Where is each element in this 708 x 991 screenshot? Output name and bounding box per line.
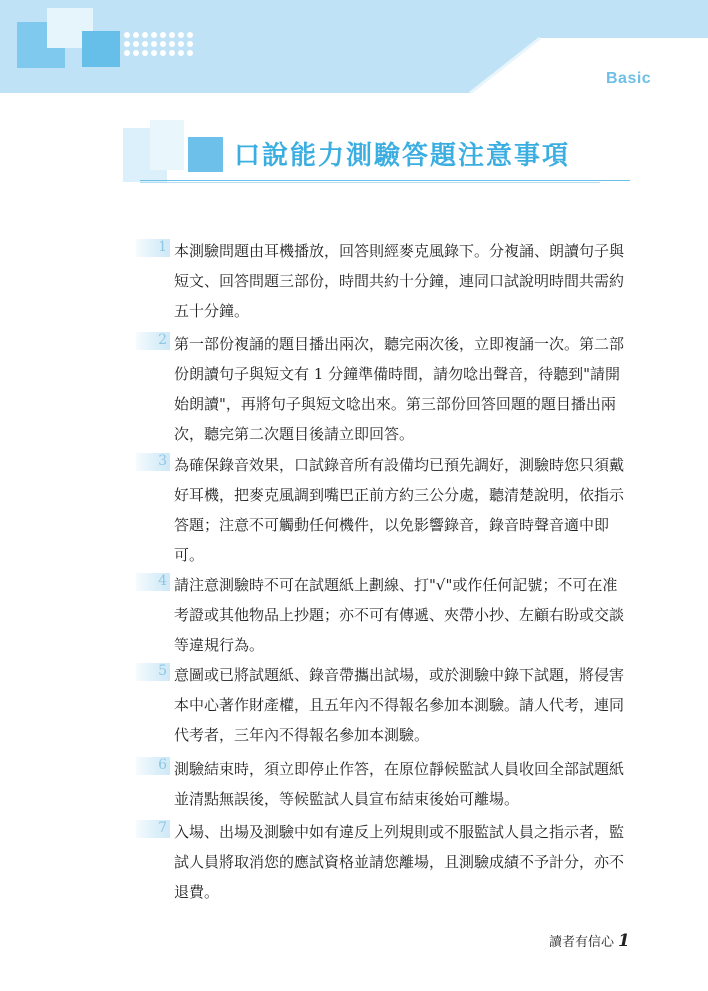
title-underline-light [140, 182, 600, 183]
header-square-small [82, 31, 120, 67]
rule-number: 7 [158, 820, 167, 836]
rule-number: 3 [158, 453, 167, 469]
rule-text: 為確保錄音效果，口試錄音所有設備均已預先調好，測驗時您只須戴好耳機，把麥克風調到嘴巴正前方約三公分處，聽清楚說明，依指示答題；注意不可觸動任何機件，以免影響錄音，錄音時聲音適中即可。 [174, 456, 625, 564]
title-underline [140, 180, 630, 181]
rule-text: 請注意測驗時不可在試題紙上劃線、打"√"或作任何記號；不可在准考證或其他物品上抄題；亦不可有傳遞、夾帶小抄、左顧右盼或交談等違規行為。 [174, 576, 625, 654]
rule-text: 意圖或已將試題紙、錄音帶攜出試場，或於測驗中錄下試題，將侵害本中心著作財產權，且五年內不得報名參加本測驗。請人代考，連同代考者，三年內不得報名參加本測驗。 [174, 666, 625, 744]
header-dot [160, 32, 166, 38]
rule-number-badge [136, 332, 170, 350]
page-title: 口說能力測驗答題注意事項 [234, 141, 571, 171]
rule-text: 第一部份複誦的題目播出兩次，聽完兩次後，立即複誦一次。第二部份朗讀句子與短文有 1 分鐘準備時間，請勿唸出聲音，待聽到"請開始朗讀"，再將句子與短文唸出來。第三部份回答回題的題目播出兩次，聽完第二次題目後請立即回答。 [174, 335, 625, 443]
page-footer [549, 931, 630, 951]
header-dot [142, 32, 148, 38]
title-block-icon [188, 137, 223, 172]
header-dot [187, 32, 193, 38]
rule-number: 1 [158, 239, 167, 255]
rule-text: 測驗結束時，須立即停止作答，在原位靜候監試人員收回全部試題紙並清點無誤後，等候監試人員宣布結束後始可離場。 [174, 760, 625, 808]
rule-number: 2 [158, 332, 167, 348]
header-dot [142, 50, 148, 56]
header-dot [133, 32, 139, 38]
rule-number-badge [136, 239, 170, 257]
header-dot [160, 50, 166, 56]
page-number: 1 [618, 931, 630, 951]
header-dot [133, 50, 139, 56]
header-dot [187, 50, 193, 56]
header-dot [160, 41, 166, 47]
header-dot [124, 50, 130, 56]
header-dot [169, 41, 175, 47]
rule-number-badge [136, 663, 170, 681]
header-dot [133, 41, 139, 47]
header-dot [142, 41, 148, 47]
rule-number-badge [136, 757, 170, 775]
header-dot [169, 50, 175, 56]
header-dot [178, 41, 184, 47]
header-dot [151, 41, 157, 47]
header-dot [178, 32, 184, 38]
rule-number-badge [136, 573, 170, 591]
rule-number-badge [136, 820, 170, 838]
rule-number-badge [136, 453, 170, 471]
header-dot [124, 41, 130, 47]
rule-number: 6 [158, 757, 167, 773]
header-dot [151, 50, 157, 56]
header-dot [169, 32, 175, 38]
header-dot [124, 32, 130, 38]
header-dot [178, 50, 184, 56]
section-label: Basic [606, 70, 652, 87]
header-dot [187, 41, 193, 47]
rule-number: 5 [158, 663, 167, 679]
footer-book-title: 讀者有信心 [549, 935, 615, 950]
rule-text: 入場、出場及測驗中如有違反上列規則或不服監試人員之指示者，監試人員將取消您的應試資格並請您離場，且測驗成績不予計分，亦不退費。 [174, 823, 625, 901]
title-deco-square-light [150, 120, 184, 170]
header-dot [151, 32, 157, 38]
rule-text: 本測驗問題由耳機播放，回答則經麥克風錄下。分複誦、朗讀句子與短文、回答問題三部份，時間共約十分鐘，連同口試說明時間共需約五十分鐘。 [174, 242, 625, 320]
rule-number: 4 [158, 573, 167, 589]
